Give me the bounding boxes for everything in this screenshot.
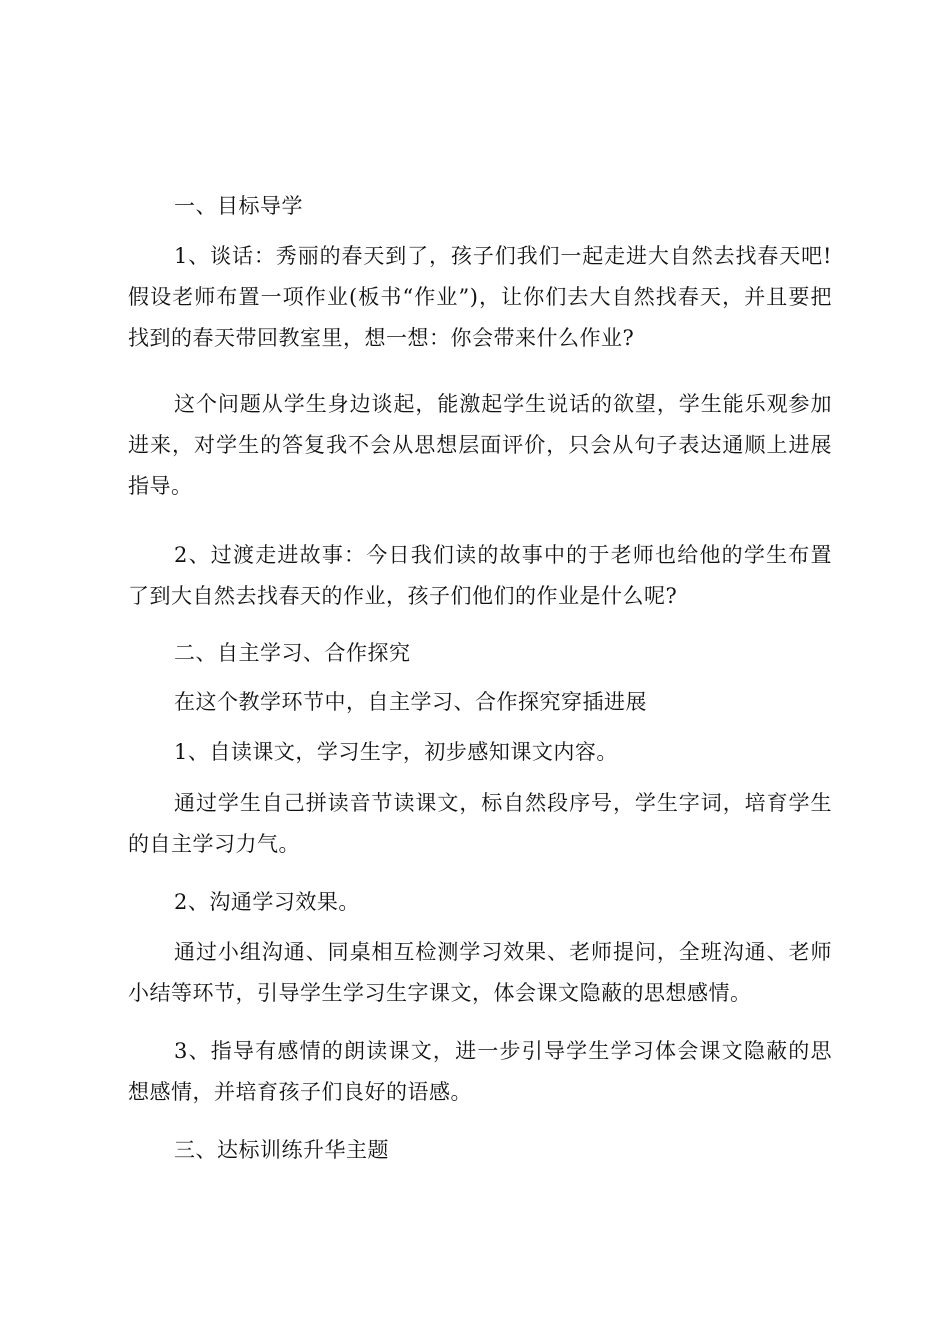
paragraph-step-2: 2、沟通学习效果。 — [174, 890, 360, 914]
paragraph-step-3: 3、指导有感情的朗读课文，进一步引导学生学习体会课文隐蔽的思想感情，并培育孩子们良好的语感。 — [128, 1039, 832, 1104]
section-heading-2: 二、自主学习、合作探究 — [174, 641, 411, 665]
paragraph-intro: 在这个教学环节中，自主学习、合作探究穿插进展 — [174, 690, 647, 714]
paragraph-explanation: 这个问题从学生身边谈起，能激起学生说话的欲望，学生能乐观参加进来，对学生的答复我不会从思想层面评价，只会从句子表达通顺上进展指导。 — [128, 392, 832, 498]
section-heading-1: 一、目标导学 — [174, 194, 303, 218]
paragraph-step-2-detail: 通过小组沟通、同桌相互检测学习效果、老师提问，全班沟通、老师小结等环节，引导学生学习生字课文，体会课文隐蔽的思想感情。 — [128, 940, 832, 1005]
paragraph-transition: 2、过渡走进故事：今日我们读的故事中的于老师也给他的学生布置了到大自然去找春天的作业，孩子们他们的作业是什么呢? — [128, 543, 832, 608]
section-heading-3: 三、达标训练升华主题 — [174, 1138, 389, 1162]
paragraph-step-1-detail: 通过学生自己拼读音节读课文，标自然段序号，学生字词，培育学生的自主学习力气。 — [128, 791, 832, 856]
paragraph-step-1: 1、自读课文，学习生字，初步感知课文内容。 — [174, 740, 618, 764]
paragraph-talk: 1、谈话：秀丽的春天到了，孩子们我们一起走进大自然去找春天吧!假设老师布置一项作业(板书“作业”)，让你们去大自然找春天，并且要把找到的春天带回教室里，想一想：你会带来什么作业? — [128, 244, 832, 350]
